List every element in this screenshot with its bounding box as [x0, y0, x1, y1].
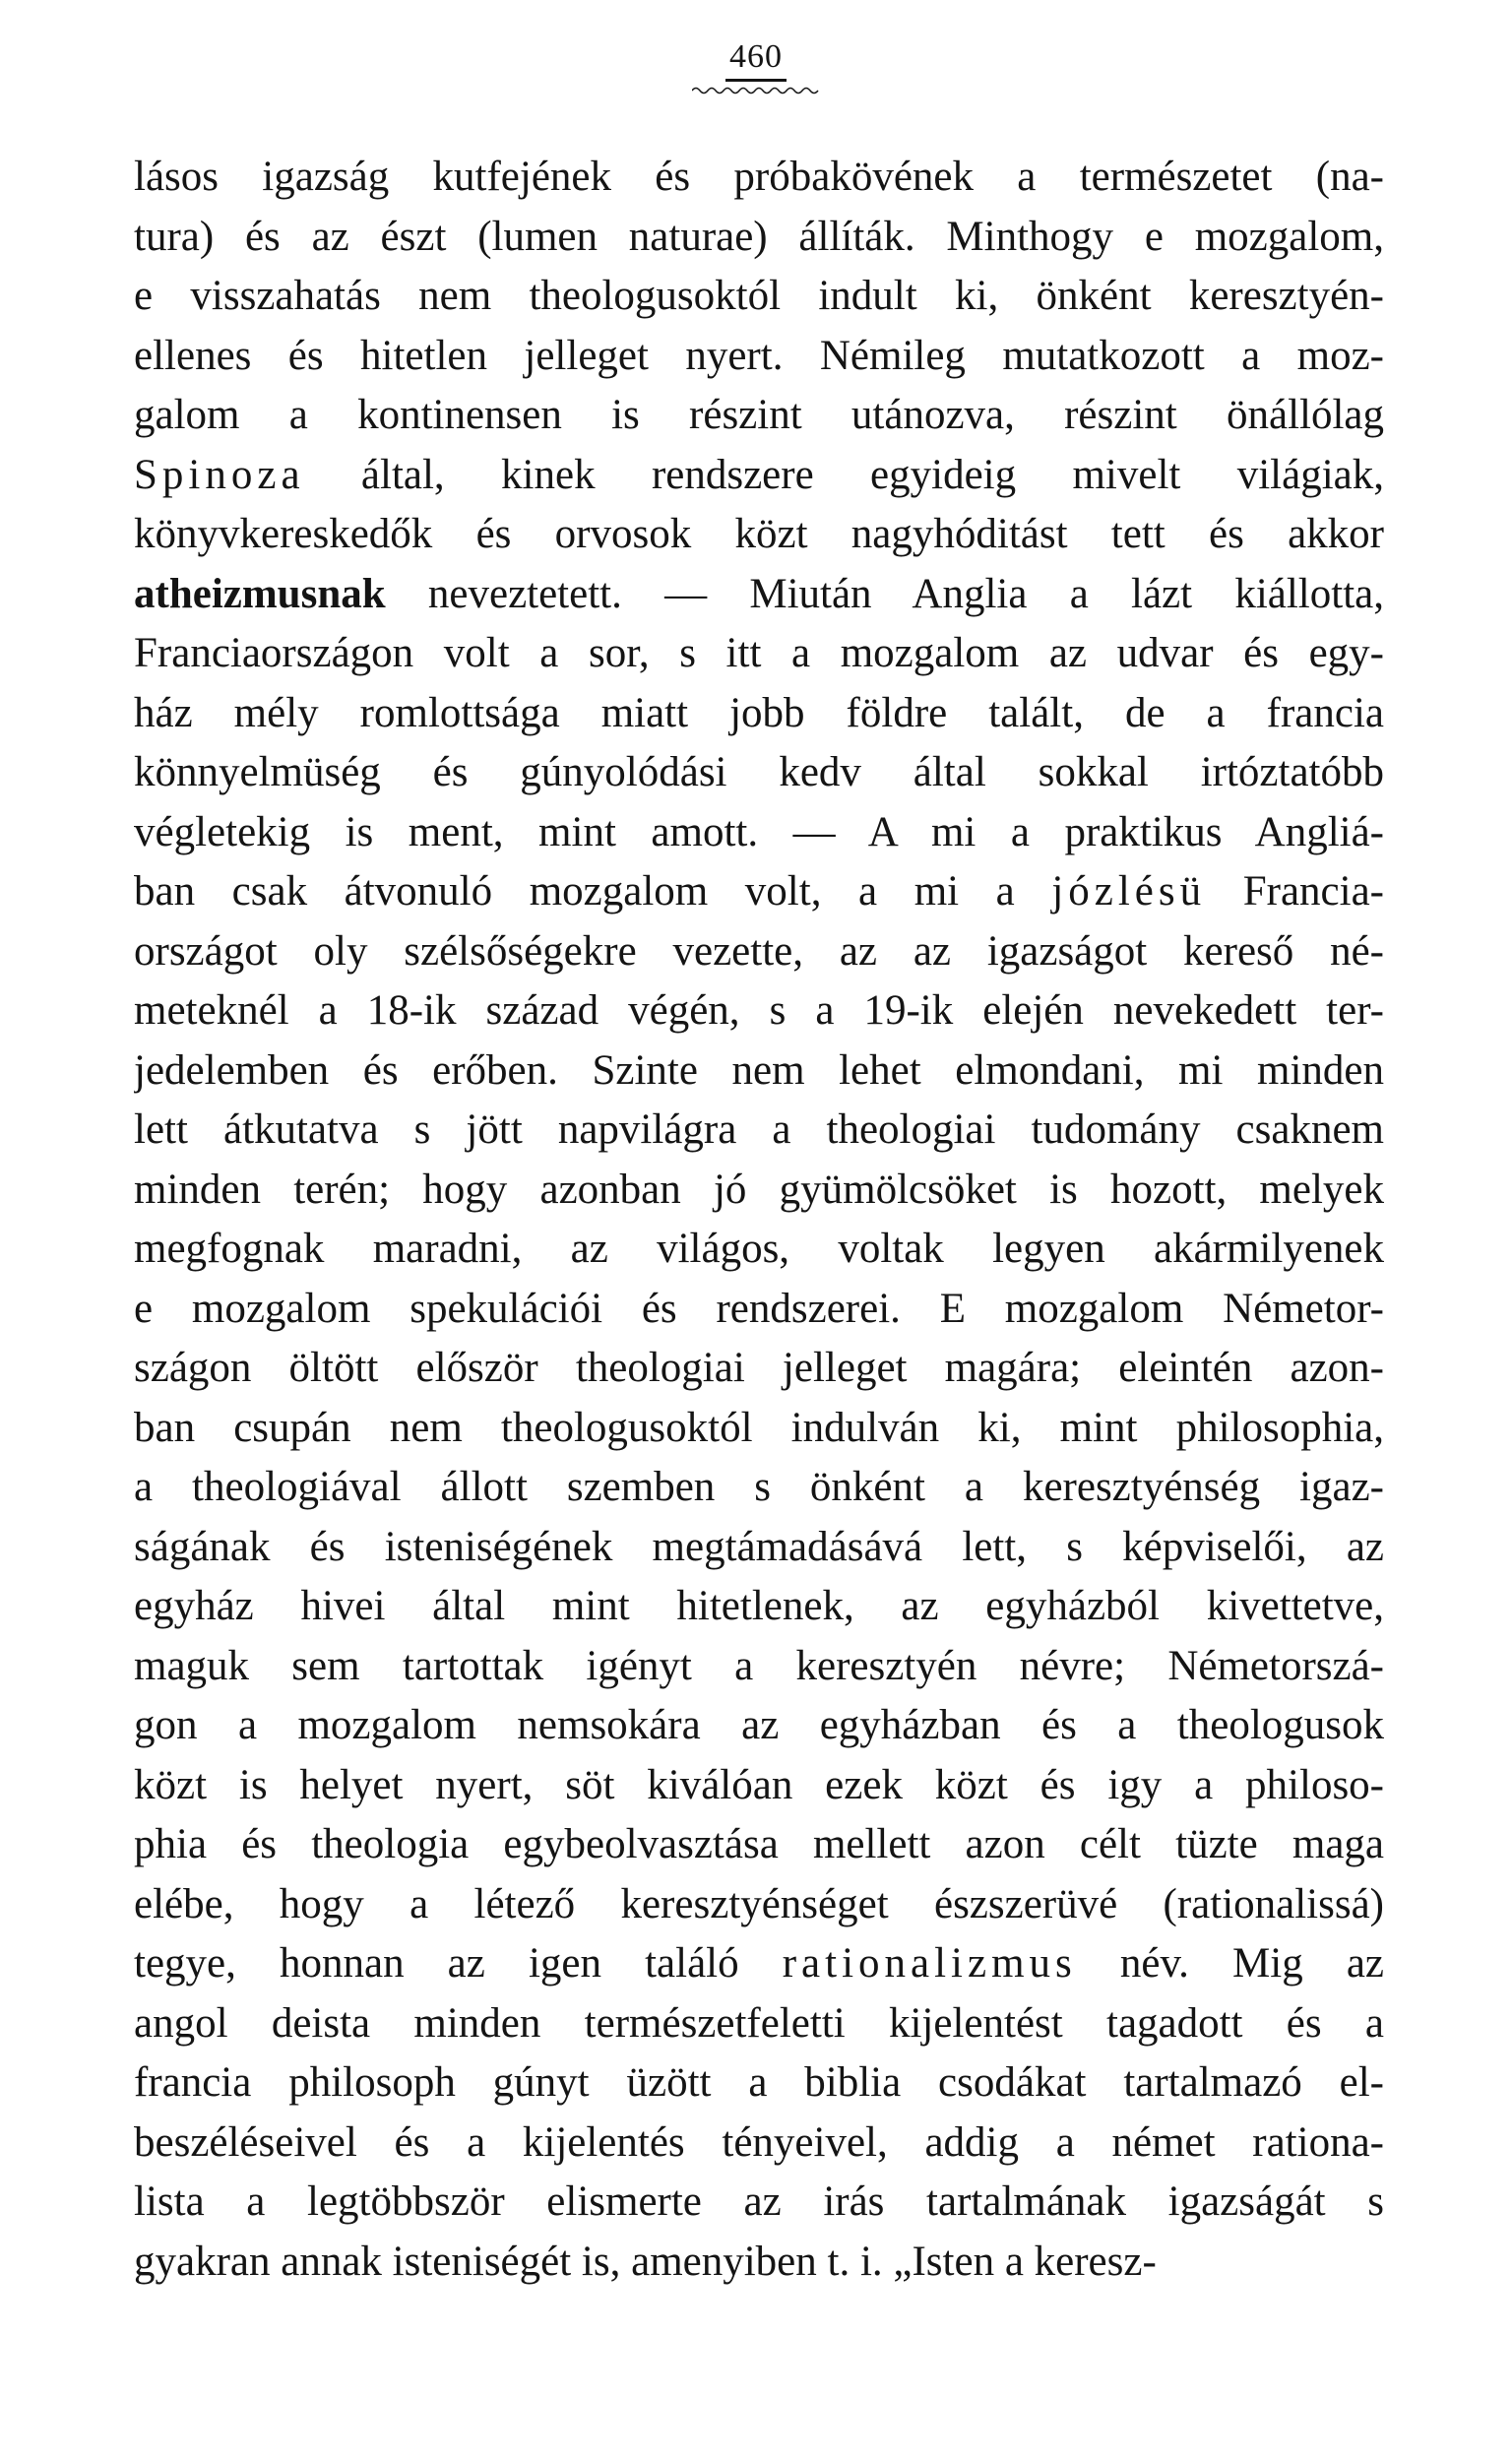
text-run: tegye, honnan az igen találó [134, 1940, 783, 1987]
text-run: megfognak maradni, az világos, voltak legyen akármilyenek [134, 1226, 1384, 1272]
text-line [134, 922, 1384, 982]
text-line [134, 1994, 1384, 2054]
text-run: meteknél a 18-ik század végén, s a 19-ik elején nevekedett ter- [134, 987, 1384, 1034]
text-run: országot oly szélsőségekre vezette, az az igazságot kereső né- [134, 927, 1384, 975]
text-run: minden terén; hogy azonban jó gyümölcsöket is hozott, melyek [134, 1166, 1384, 1213]
text-run: neveztetett. — Miután Anglia a lázt kiállotta, [385, 570, 1384, 617]
text-line [134, 1220, 1384, 1280]
text-run: Francia- [1206, 868, 1384, 915]
text-run: tura) és az észt (lumen naturae) állíták. Minthogy e mozgalom, [134, 213, 1384, 260]
text-run: gon a mozgalom nemsokára az egyházban és a theologusok [134, 1702, 1384, 1748]
text-run: galom a kontinensen is részint utánozva, részint önállólag [134, 392, 1384, 438]
text-run: jedelemben és erőben. Szinte nem lehet elmondani, mi minden [134, 1046, 1384, 1094]
text-run: a theologiával állott szemben s önként a keresztyénség igaz- [134, 1464, 1384, 1510]
text-line [134, 1577, 1384, 1637]
text-line [134, 624, 1384, 684]
spaced-term: józlésü [1051, 868, 1207, 915]
text-line [134, 2053, 1384, 2114]
text-line [134, 148, 1384, 208]
text-line [134, 803, 1384, 863]
spaced-term: rationalizmus [782, 1940, 1077, 1987]
text-run: ellenes és hitetlen jelleget nyert. Némileg mutatkozott a moz- [134, 332, 1384, 379]
text-line [134, 1875, 1384, 1935]
text-line [134, 1041, 1384, 1102]
text-run: lett átkutatva s jött napvilágra a theologiai tudomány csaknem [134, 1106, 1384, 1153]
text-run: angol deista minden természetfeletti kijelentést tagadott és a [134, 1999, 1384, 2047]
text-line [134, 1756, 1384, 1816]
text-line [134, 2173, 1384, 2233]
text-line [134, 743, 1384, 803]
text-run: szágon öltött először theologiai jelleget magára; eleintén azon- [134, 1345, 1384, 1391]
text-line [134, 565, 1384, 625]
text-run: ban csak átvonuló mozgalom volt, a mi a [134, 868, 1052, 915]
text-line [134, 267, 1384, 327]
text-line [134, 862, 1384, 922]
text-line [134, 1518, 1384, 1578]
bold-term: atheizmusnak [134, 570, 386, 617]
text-run: beszéléseivel és a kijelentés tényeivel, addig a német rationa- [134, 2118, 1384, 2166]
text-run: phia és theologia egybeolvasztása mellett azon célt tüzte maga [134, 1821, 1384, 1867]
text-run: maguk sem tartottak igényt a keresztyén névre; Németorszá- [134, 1642, 1384, 1689]
text-run: által, kinek rendszere egyideig mivelt világiak, [304, 451, 1384, 498]
text-line [134, 327, 1384, 387]
text-run: végletekig is ment, mint amott. — A mi a praktikus Angliá- [134, 808, 1384, 855]
text-line [134, 1637, 1384, 1697]
text-line [134, 2114, 1384, 2174]
text-run: könyvkereskedők és orvosok közt nagyhóditást tett és akkor [134, 511, 1384, 557]
text-line [134, 505, 1384, 565]
text-run: ban csupán nem theologusoktól indulván ki, mint philosophia, [134, 1404, 1384, 1451]
text-line [134, 1696, 1384, 1756]
text-run: közt is helyet nyert, söt kiválóan ezek közt és igy a philoso- [134, 1761, 1384, 1808]
text-run: gyakran annak isteniségét is, amenyiben t. i. „Isten a keresz- [134, 2238, 1157, 2285]
page-header [0, 37, 1512, 95]
text-run: elébe, hogy a létező keresztyénséget észszerüvé (rationalissá) [134, 1880, 1384, 1927]
text-line [134, 1934, 1384, 1994]
text-line [134, 1161, 1384, 1221]
text-run: lásos igazság kutfejének és próbakövének a természetet (na- [134, 154, 1384, 200]
text-line [134, 446, 1384, 506]
text-line [134, 2233, 1384, 2293]
text-run: lista a legtöbbször elismerte az irás tartalmának igazságát s [134, 2178, 1384, 2225]
text-line [134, 1339, 1384, 1399]
text-run: egyház hivei által mint hitetlenek, az egyházból kivettetve, [134, 1583, 1384, 1629]
text-line [134, 1815, 1384, 1875]
text-run: francia philosoph gúnyt üzött a biblia csodákat tartalmazó el- [134, 2059, 1384, 2106]
body-text [134, 148, 1384, 2292]
text-line [134, 1280, 1384, 1340]
text-line [134, 386, 1384, 446]
text-line [134, 981, 1384, 1041]
text-line [134, 1101, 1384, 1161]
text-run: ház mély romlottsága miatt jobb földre talált, de a francia [134, 689, 1384, 736]
wavy-rule-icon [692, 86, 820, 95]
page-number: 460 [725, 37, 787, 82]
text-run: e mozgalom spekulációi és rendszerei. E mozgalom Németor- [134, 1285, 1384, 1332]
text-line [134, 1399, 1384, 1459]
text-run: e visszahatás nem theologusoktól indult ki, önként keresztyén- [134, 273, 1384, 319]
text-line [134, 1458, 1384, 1518]
text-line [134, 208, 1384, 268]
spaced-term: Spinoza [134, 451, 305, 498]
text-run: könnyelmüség és gúnyolódási kedv által sokkal irtóztatóbb [134, 749, 1384, 795]
text-run: ságának és isteniségének megtámadásává lett, s képviselői, az [134, 1523, 1384, 1570]
text-run: név. Mig az [1076, 1940, 1384, 1987]
text-run: Franciaországon volt a sor, s itt a mozgalom az udvar és egy- [134, 630, 1384, 676]
text-line [134, 684, 1384, 744]
